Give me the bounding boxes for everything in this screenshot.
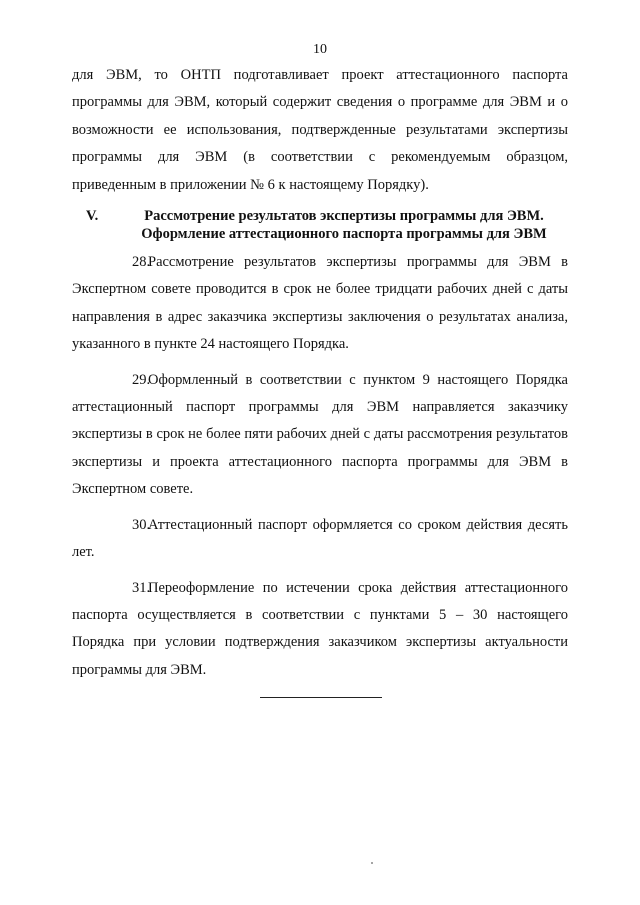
section-numeral: V. xyxy=(86,208,99,225)
paragraph-number: 29. xyxy=(132,371,151,388)
paragraph-30 xyxy=(72,512,568,567)
paragraph-28 xyxy=(72,249,568,359)
section-heading xyxy=(72,207,568,243)
paragraph-text: Оформленный в соответствии с пунктом 9 настоящего Порядка аттестационный паспорт программы для ЭВМ направляется заказчику экспертизы в срок не более пяти рабочих дней с даты рассмотрения результатов экспертизы и проекта аттестационного паспорта программы для ЭВМ в Экспертном совете. xyxy=(72,371,568,498)
paragraph-number: 28. xyxy=(132,254,151,271)
paragraph-text: Рассмотрение результатов экспертизы программы для ЭВМ в Экспертном совете проводится в срок не более тридцати рабочих дней с даты направления в адрес заказчика экспертизы заключения о результатах анализа, указанного в пункте 24 настоящего Порядка. xyxy=(72,254,568,353)
paragraph-29 xyxy=(72,367,568,504)
paragraph-number: 30. xyxy=(132,516,151,533)
paragraph-31 xyxy=(72,575,568,685)
page-number: 10 xyxy=(313,42,327,57)
end-of-document-rule xyxy=(260,697,382,698)
scan-speck xyxy=(371,862,373,864)
section-title-line-1: Рассмотрение результатов экспертизы программы для ЭВМ. xyxy=(144,208,544,225)
paragraph-number: 31. xyxy=(132,579,151,596)
paragraph-text: Аттестационный паспорт оформляется со сроком действия десять лет. xyxy=(72,516,568,561)
section-title-line-2: Оформление аттестационного паспорта программы для ЭВМ xyxy=(141,226,547,243)
paragraph-text: Переоформление по истечении срока действия аттестационного паспорта осуществляется в соответствии с пунктами 5 – 30 настоящего Порядка при условии подтверждения заказчиком экспертизы актуальности программы для ЭВМ. xyxy=(72,579,568,678)
document-body xyxy=(72,62,568,684)
intro-paragraph: для ЭВМ, то ОНТП подготавливает проект аттестационного паспорта программы для ЭВМ, который содержит сведения о программе для ЭВМ и о возможности ее использования, подтвержденные результатами экспертизы программы для ЭВМ (в соответствии с рекомендуемым образцом, приведенным в приложении № 6 к настоящему Порядку). xyxy=(72,67,568,193)
